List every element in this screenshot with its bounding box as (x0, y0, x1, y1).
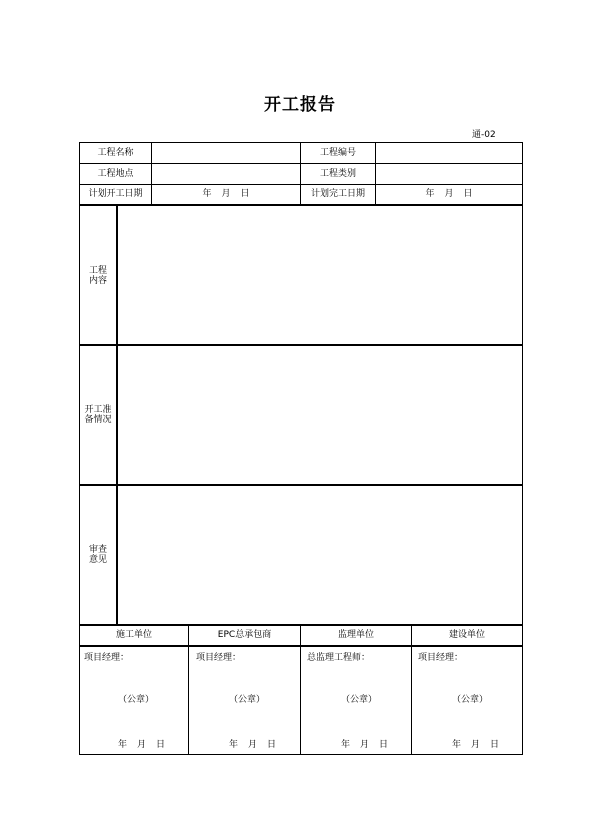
official-seal-placeholder: （公章） (452, 695, 489, 705)
section-label-line: 意见 (88, 555, 107, 565)
project-location-label: 工程地点 (97, 168, 134, 179)
form-code: 通-02 (472, 130, 496, 140)
year-label: 年 (202, 189, 212, 199)
year-label: 年 (452, 740, 462, 750)
section-label-line: 工程 (88, 266, 107, 276)
official-seal-placeholder: （公章） (229, 695, 266, 705)
preparation-status-area[interactable] (118, 346, 522, 484)
section-label-line: 备情况 (84, 415, 112, 425)
sign-date (452, 740, 499, 751)
project-category-label: 工程类别 (319, 168, 356, 179)
review-opinion-label (80, 545, 116, 565)
month-label: 月 (248, 740, 258, 750)
sign-date (229, 740, 276, 751)
year-label: 年 (118, 740, 128, 750)
signer-role-label: 项目经理： (196, 653, 242, 663)
project-number-label: 工程编号 (319, 147, 356, 158)
preparation-status-label (80, 405, 116, 425)
start-report-form (79, 142, 523, 755)
day-label: 日 (156, 740, 166, 750)
epc-contractor-header: EPC总承包商 (217, 630, 272, 640)
official-seal-placeholder: （公章） (341, 695, 378, 705)
month-label: 月 (137, 740, 147, 750)
day-label: 日 (379, 740, 389, 750)
row-divider (80, 645, 522, 647)
signer-role-label: 项目经理： (84, 653, 130, 663)
month-label: 月 (221, 189, 231, 199)
section-label-line: 审查 (88, 545, 107, 555)
year-label: 年 (229, 740, 239, 750)
project-category-field[interactable] (376, 164, 522, 184)
month-label: 月 (360, 740, 370, 750)
supervision-unit-header: 监理单位 (337, 630, 374, 640)
planned-start-label: 计划开工日期 (88, 189, 143, 199)
year-label: 年 (341, 740, 351, 750)
project-name-field[interactable] (152, 143, 300, 163)
sign-date (118, 740, 165, 751)
day-label: 日 (490, 740, 500, 750)
section-label-line: 开工准 (84, 405, 112, 415)
section-label-line: 内容 (88, 276, 107, 286)
month-label: 月 (471, 740, 481, 750)
planned-end-date-field[interactable] (376, 185, 522, 204)
sign-date (341, 740, 388, 751)
project-content-label (80, 266, 116, 286)
signer-role-label: 项目经理： (418, 653, 464, 663)
project-name-label: 工程名称 (97, 147, 134, 158)
day-label: 日 (463, 189, 473, 199)
day-label: 日 (267, 740, 277, 750)
official-seal-placeholder: （公章） (118, 695, 155, 705)
owner-unit-header: 建设单位 (448, 630, 485, 640)
planned-end-label: 计划完工日期 (310, 189, 365, 199)
construction-unit-header: 施工单位 (115, 630, 152, 640)
review-opinion-area[interactable] (118, 486, 522, 624)
page-title: 开工报告 (264, 95, 336, 115)
year-label: 年 (425, 189, 435, 199)
project-content-area[interactable] (118, 206, 522, 344)
day-label: 日 (240, 189, 250, 199)
month-label: 月 (444, 189, 454, 199)
project-number-field[interactable] (376, 143, 522, 163)
signer-role-label: 总监理工程师： (307, 653, 371, 663)
project-location-field[interactable] (152, 164, 300, 184)
planned-start-date-field[interactable] (152, 185, 300, 204)
